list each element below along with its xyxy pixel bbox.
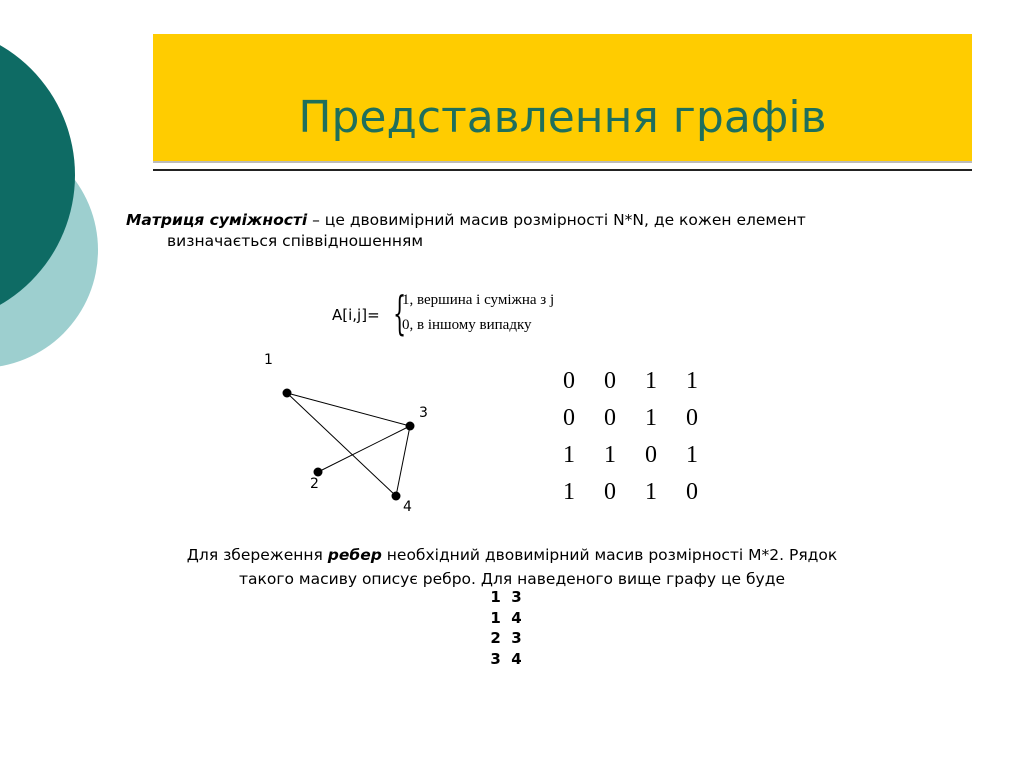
matrix-cell: 0	[604, 479, 616, 505]
edge-list-item: 1 4	[490, 608, 522, 627]
matrix-cell: 1	[604, 442, 616, 468]
vertex-label-4: 4	[403, 499, 412, 515]
matrix-cell: 0	[686, 479, 698, 505]
vertex-3	[406, 422, 415, 431]
definition-line2: визначається співвідношенням	[167, 232, 424, 250]
matrix-row	[563, 442, 727, 479]
edges-text-pre: Для збереження	[186, 546, 328, 564]
edge-list-item: 2 3	[490, 629, 522, 647]
edge-3-4	[396, 426, 410, 496]
matrix-cell: 0	[563, 405, 575, 431]
vertex-4	[392, 492, 401, 501]
formula-brace: {	[393, 286, 407, 340]
edges-text-line2: такого масиву описує ребро. Для наведеного вище графу це буде	[239, 570, 785, 588]
formula-case-1: 1, вершина i суміжна з j	[402, 292, 555, 308]
matrix-cell: 1	[645, 368, 657, 394]
matrix-cell: 0	[686, 405, 698, 431]
edge-list-item: 1 3	[490, 588, 522, 606]
edge-1-4	[287, 393, 396, 496]
formula-case-2: 0, в іншому випадку	[402, 317, 532, 333]
matrix-cell: 0	[604, 368, 616, 394]
matrix-row	[563, 479, 727, 516]
edge-list	[476, 587, 536, 669]
matrix-cell: 0	[645, 442, 657, 468]
matrix-row	[563, 405, 727, 442]
slide-title: Представлення графів	[298, 92, 827, 143]
definition-term: Матриця суміжності	[126, 211, 308, 229]
matrix-cell: 0	[563, 368, 575, 394]
matrix-cell: 1	[645, 405, 657, 431]
matrix-cell: 1	[645, 479, 657, 505]
vertex-label-1: 1	[264, 352, 273, 368]
matrix-cell: 1	[563, 479, 575, 505]
matrix-cell: 1	[563, 442, 575, 468]
edge-1-3	[287, 393, 410, 426]
definition-text: – це двовимірний масив розмірності N*N, де кожен елемент	[307, 211, 806, 229]
matrix-cell: 1	[686, 368, 698, 394]
matrix-cell: 0	[604, 405, 616, 431]
matrix-row	[563, 368, 727, 405]
vertex-label-2: 2	[310, 476, 319, 492]
edges-text-post: необхідний двовимірний масив розмірності M*2. Рядок	[381, 546, 838, 564]
vertex-1	[283, 389, 292, 398]
vertex-label-3: 3	[419, 405, 428, 421]
matrix-cell: 1	[686, 442, 698, 468]
edge-list-item: 3 4	[490, 649, 522, 668]
edges-term: ребер	[327, 546, 382, 564]
adjacency-matrix	[563, 368, 727, 516]
edges-paragraph	[100, 543, 924, 591]
formula-lhs: A[i,j]=	[332, 306, 380, 324]
